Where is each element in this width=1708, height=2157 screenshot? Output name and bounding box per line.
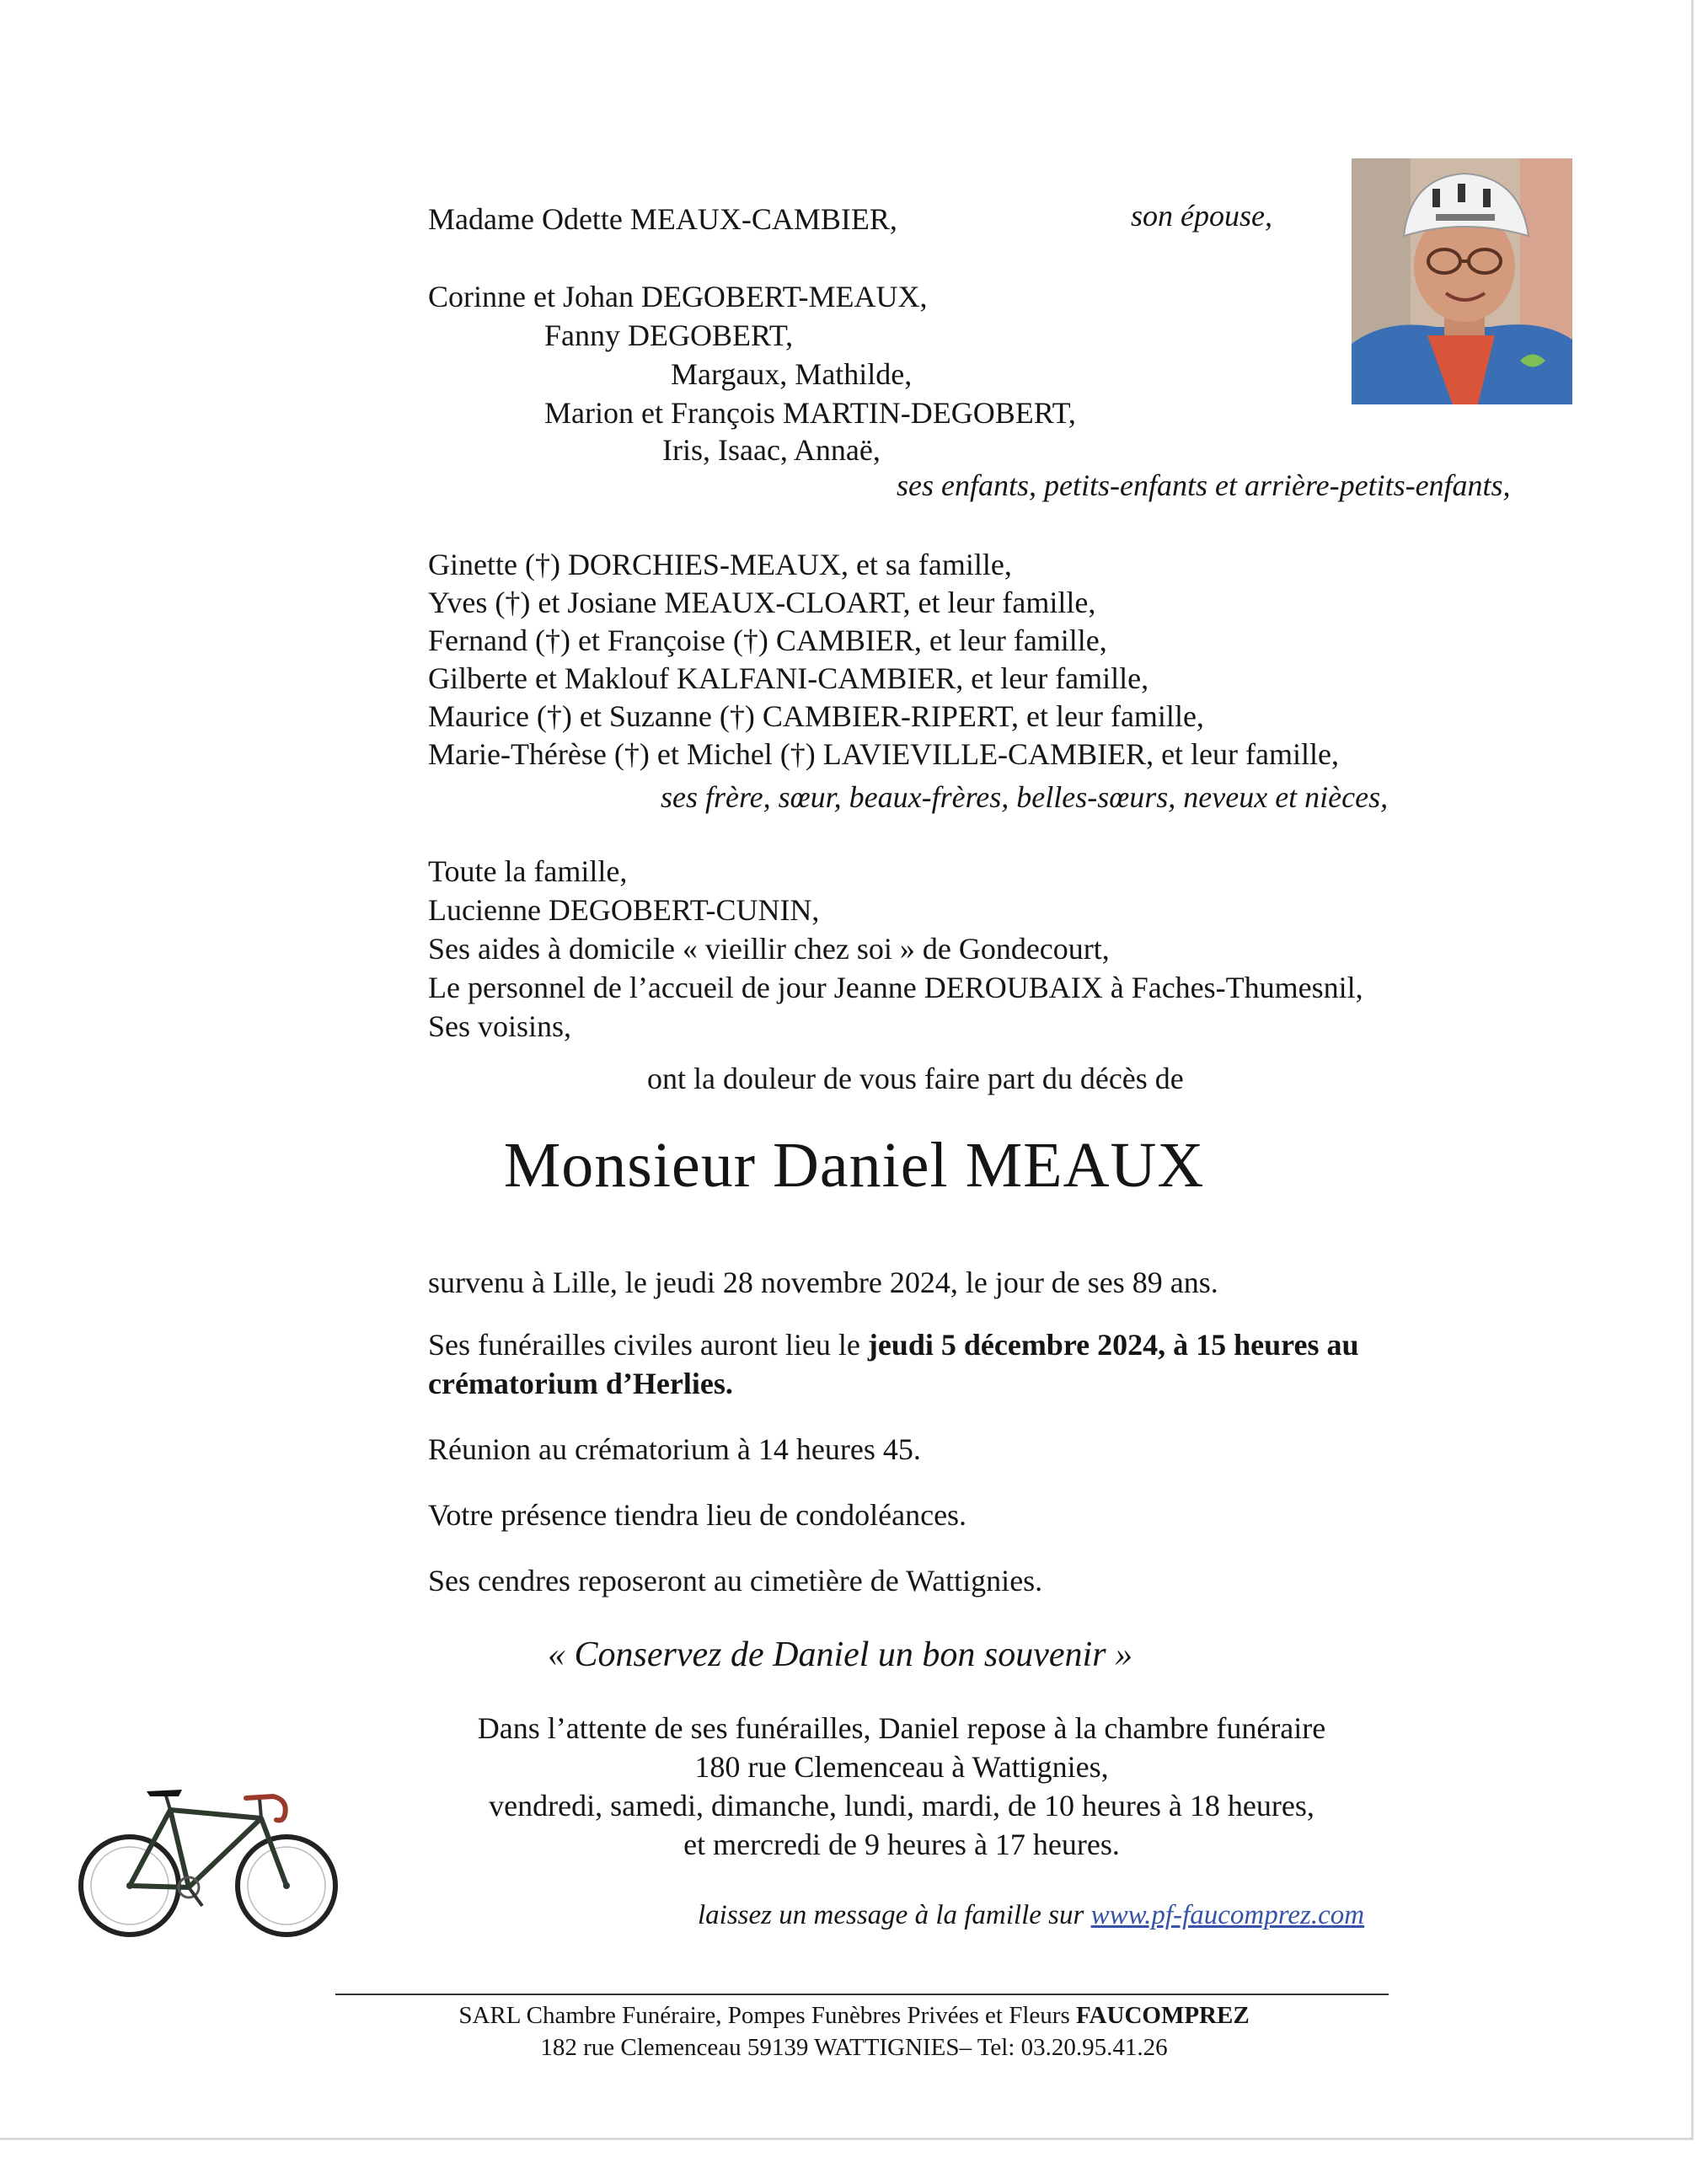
message-prefix: laissez un message à la famille sur (698, 1900, 1091, 1930)
meeting-details: Réunion au crématorium à 14 heures 45. (428, 1432, 921, 1466)
footer-divider (335, 1994, 1389, 1995)
others-line: Ses voisins, (428, 1009, 572, 1043)
sibling-line: Yves (†) et Josiane MEAUX-CLOART, et leur famille, (428, 586, 1096, 619)
sibling-line: Fernand (†) et Françoise (†) CAMBIER, et leur famille, (428, 624, 1107, 657)
footer-company-prefix: SARL Chambre Funéraire, Pompes Funèbres Privées et Fleurs (458, 2002, 1076, 2029)
footer-address: 182 rue Clemenceau 59139 WATTIGNIES– Tel: 03.20.95.41.26 (540, 2034, 1168, 2061)
funeral-line-1 (428, 1326, 1359, 1363)
children-line: Margaux, Mathilde, (671, 357, 913, 391)
others-line: Le personnel de l’accueil de jour Jeanne DEROUBAIX à Faches-Thumesnil, (428, 971, 1363, 1004)
visitation-line: Dans l’attente de ses funérailles, Daniel repose à la chambre funéraire (477, 1711, 1326, 1745)
footer-company-name: FAUCOMPREZ (1076, 2002, 1250, 2029)
siblings-role: ses frère, sœur, beaux-frères, belles-sœurs, neveux et nièces, (661, 780, 1389, 814)
others-line: Lucienne DEGOBERT-CUNIN, (428, 893, 820, 927)
children-line: Iris, Isaac, Annaë, (662, 433, 881, 467)
others-line: Ses aides à domicile « vieillir chez soi » de Gondecourt, (428, 932, 1110, 966)
portrait-photo (1352, 158, 1572, 404)
message-line (698, 1900, 1364, 1931)
announcement: ont la douleur de vous faire part du décès de (647, 1062, 1184, 1095)
children-role: ses enfants, petits-enfants et arrière-petits-enfants, (897, 468, 1511, 502)
visitation-line: et mercredi de 9 heures à 17 heures. (683, 1828, 1120, 1861)
spouse-name: Madame Odette MEAUX-CAMBIER, (428, 202, 897, 236)
ashes-details: Ses cendres reposeront au cimetière de Wattignies. (428, 1564, 1043, 1598)
website-link[interactable]: www.pf-faucomprez.com (1090, 1900, 1365, 1930)
condolences-note: Votre présence tiendra lieu de condoléances. (428, 1498, 967, 1532)
others-line: Toute la famille, (428, 854, 628, 888)
memorial-quote: « Conservez de Daniel un bon souvenir » (548, 1635, 1133, 1674)
children-line: Fanny DEGOBERT, (544, 318, 794, 352)
visitation-line: 180 rue Clemenceau à Wattignies, (694, 1750, 1109, 1784)
funeral-place: crématorium d’Herlies. (428, 1367, 733, 1400)
sibling-line: Maurice (†) et Suzanne (†) CAMBIER-RIPERT, et leur famille, (428, 699, 1204, 733)
sibling-line: Marie-Thérèse (†) et Michel (†) LAVIEVILLE-CAMBIER, et leur famille, (428, 737, 1339, 771)
funeral-date: jeudi 5 décembre 2024, à 15 heures au (867, 1328, 1359, 1362)
children-line: Corinne et Johan DEGOBERT-MEAUX, (428, 280, 928, 313)
footer-company (0, 2000, 1708, 2031)
sibling-line: Gilberte et Maklouf KALFANI-CAMBIER, et leur famille, (428, 661, 1149, 695)
deceased-name: Monsieur Daniel MEAUX (503, 1130, 1205, 1201)
visitation-line: vendredi, samedi, dimanche, lundi, mardi, de 10 heures à 18 heures, (489, 1789, 1314, 1822)
children-line: Marion et François MARTIN-DEGOBERT, (544, 396, 1076, 430)
funeral-prefix: Ses funérailles civiles auront lieu le (428, 1328, 868, 1362)
sibling-line: Ginette (†) DORCHIES-MEAUX, et sa famille, (428, 548, 1012, 581)
death-details: survenu à Lille, le jeudi 28 novembre 2024, le jour de ses 89 ans. (428, 1266, 1218, 1299)
bicycle-icon (78, 1778, 339, 1938)
spouse-role: son épouse, (1131, 199, 1272, 233)
